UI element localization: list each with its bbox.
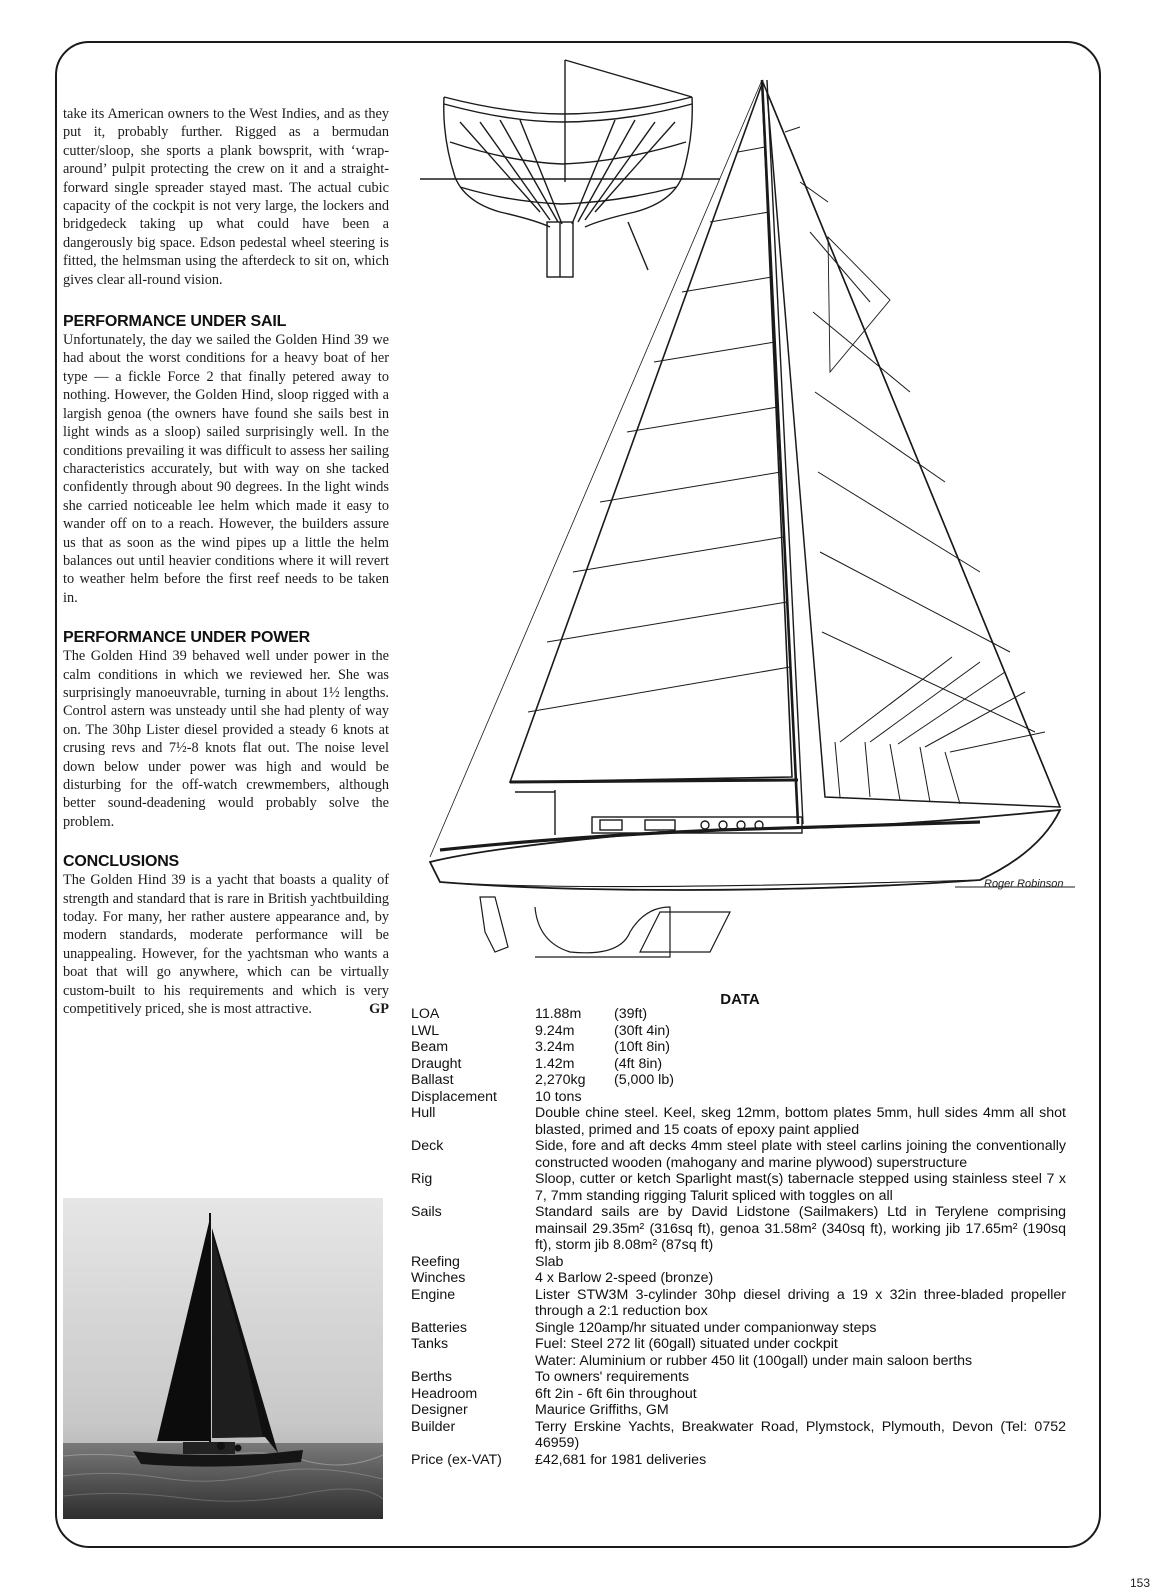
spec-label: Deck — [411, 1138, 444, 1154]
illustrator-signature: Roger Robinson — [984, 878, 1064, 890]
spec-row-sails — [411, 1204, 1066, 1254]
spec-value: Double chine steel. Keel, skeg 12mm, bottom plates 5mm, hull sides 4mm all shot blasted, primed and 15 coats of epoxy paint applied — [535, 1105, 1066, 1138]
spec-label: Tanks — [411, 1336, 449, 1352]
spec-label: Displacement — [411, 1088, 497, 1105]
spec-value: Terry Erskine Yachts, Breakwater Road, Plymstock, Plymouth, Devon (Tel: 0752 46959) — [535, 1418, 1066, 1451]
body-plan-inset — [420, 60, 720, 277]
spec-row-hull — [411, 1105, 1066, 1138]
yacht-photo — [63, 1198, 383, 1519]
spec-row-batteries — [411, 1320, 1066, 1337]
specification-table — [411, 1006, 1066, 1468]
sail-performance-text: Unfortunately, the day we sailed the Golden Hind 39 we had about the worst conditions for a heavy boat of her type — a fickle Force 2 that finally petered away to nothing. However, the Golden Hind, sloop rigged with a largish genoa (the owners have found she sails best in light winds as a sloop) sailed surprisingly well. In the conditions prevailing it was difficult to assess her sailing characteristics accurately, but with way on she tacked confidently through about 90 degrees. In the light winds she carried noticeable lee helm which made it easy to wander off on to a reach. However, the builders assure us that as soon as the wind pipes up a little the helm balances out until heavier conditions where it will revert to weather helm before the first reef needs to be taken in. — [63, 332, 389, 606]
spec-imperial: (10ft 8in) — [614, 1039, 670, 1055]
spec-row-berths — [411, 1369, 1066, 1386]
spec-imperial: (4ft 8in) — [614, 1055, 663, 1072]
spec-row-designer — [411, 1402, 1066, 1419]
spec-row-engine — [411, 1287, 1066, 1320]
spec-label: Beam — [411, 1039, 449, 1055]
spec-label: Rig — [411, 1171, 433, 1187]
spec-row-builder — [411, 1419, 1066, 1452]
spec-row-reefing — [411, 1254, 1066, 1271]
conclusions-body: The Golden Hind 39 is a yacht that boasts a quality of strength and standard that is rare in British yachtbuilding today. For many, her rather austere appearance and, by modern standards, moderate performance will be unappealing. However, for the yachtsman who wants a boat that will go anywhere, which can be virtually custom-built to his requirements and which is very competitively priced, she is most attractive. — [63, 872, 389, 1018]
spec-value: Standard sails are by David Lidstone (Sailmakers) Ltd in Terylene comprising mainsail 29.35m² (316sq ft), genoa 31.58m² (340sq ft), working jib 17.65m² (190sq ft), storm jib 8.08m² (87sq ft) — [535, 1204, 1066, 1253]
power-performance-heading: PERFORMANCE UNDER POWER — [63, 629, 310, 647]
spec-row-headroom — [411, 1386, 1066, 1403]
spec-imperial: (5,000 lb) — [614, 1072, 674, 1088]
conclusions-heading: CONCLUSIONS — [63, 853, 180, 871]
spec-label: Winches — [411, 1270, 466, 1286]
spec-value: 6ft 2in - 6ft 6in throughout — [535, 1385, 697, 1402]
spec-label: Price (ex-VAT) — [411, 1451, 502, 1468]
spec-row-draught — [411, 1056, 1066, 1073]
page-number: 153 — [1130, 1576, 1151, 1590]
author-initials: GP — [369, 1001, 389, 1018]
spec-row-loa — [411, 1006, 1066, 1023]
spec-label: LOA — [411, 1006, 440, 1022]
sail-performance-heading: PERFORMANCE UNDER SAIL — [63, 313, 287, 331]
spec-row-lwl — [411, 1023, 1066, 1040]
spec-label: Sails — [411, 1204, 442, 1220]
spec-value: 4 x Barlow 2-speed (bronze) — [535, 1270, 714, 1286]
spec-metric: 2,270kg — [535, 1072, 586, 1088]
article-column — [63, 105, 389, 1018]
spec-metric: 9.24m — [535, 1022, 575, 1039]
spec-label: Ballast — [411, 1072, 454, 1088]
spec-value: Single 120amp/hr situated under companionway steps — [535, 1319, 877, 1336]
spec-metric: 1.42m — [535, 1055, 575, 1072]
spec-row-displacement — [411, 1089, 1066, 1106]
spec-label: Berths — [411, 1369, 453, 1385]
spec-metric: 3.24m — [535, 1039, 575, 1055]
spec-value: Lister STW3M 3-cylinder 30hp diesel driving a 19 x 32in three-bladed propeller through a 2:1 reduction box — [535, 1286, 1066, 1319]
spec-label: Reefing — [411, 1253, 460, 1270]
spec-row-beam — [411, 1039, 1066, 1056]
spec-label: Designer — [411, 1402, 468, 1418]
spec-value: Maurice Griffiths, GM — [535, 1402, 669, 1418]
spec-row-tanks — [411, 1336, 1066, 1369]
conclusions-text — [63, 871, 389, 1018]
spec-value: Slab — [535, 1253, 564, 1270]
spec-row-deck — [411, 1138, 1066, 1171]
spec-label: Batteries — [411, 1319, 467, 1336]
spec-value: Side, fore and aft decks 4mm steel plate with steel carlins joining the conventionally constructed wooden (mahogany and marine plywood) superstructure — [535, 1138, 1066, 1171]
spec-label: Headroom — [411, 1385, 478, 1402]
spec-label: LWL — [411, 1022, 440, 1039]
spec-metric: 11.88m — [535, 1006, 582, 1022]
spec-value-fuel: Fuel: Steel 272 lit (60gall) situated under cockpit — [535, 1336, 838, 1352]
spec-value: To owners' requirements — [535, 1369, 690, 1385]
spec-value: £42,681 for 1981 deliveries — [535, 1451, 707, 1468]
spec-row-winches — [411, 1270, 1066, 1287]
spec-value-water: Water: Aluminium or rubber 450 lit (100gall) under main saloon berths — [535, 1352, 973, 1369]
spec-label: Draught — [411, 1055, 462, 1072]
spec-value: 10 tons — [535, 1088, 582, 1105]
spec-value: Sloop, cutter or ketch Sparlight mast(s) tabernacle stepped using stainless steel 7 x 7, 7mm standing rigging Talurit spliced with toggles on all — [535, 1171, 1066, 1204]
intro-paragraph: take its American owners to the West Indies, and as they put it, probably further. Rigged as a bermudan cutter/sloop, she sports a plank bowsprit, with ‘wrap-around’ pulpit protecting the crew on it and a straight-forward single spreader stayed mast. The actual cubic capacity of the cockpit is not very large, the lockers and bridgedeck taking up what could have been a dangerously big space. Edson pedestal wheel steering is fitted, the helmsman using the afterdeck to sit on, which gives clear all-round vision. — [63, 106, 389, 288]
data-title: DATA — [720, 991, 760, 1008]
power-performance-text: The Golden Hind 39 behaved well under power in the calm conditions in which we reviewed her. She was surprisingly manoeuvrable, turning in about 1½ lengths. Control astern was unsteady until she had plenty of way on. The 30hp Lister diesel provided a steady 6 knots at crusing revs and 7½-8 knots flat out. The noise level down below under power was high and would be disturbing for the off-watch crewmembers, although better sound-deadening would probably solve the problem. — [63, 648, 389, 830]
spec-row-rig — [411, 1171, 1066, 1204]
spec-imperial: (30ft 4in) — [614, 1022, 670, 1039]
spec-row-price — [411, 1452, 1066, 1469]
spec-row-ballast — [411, 1072, 1066, 1089]
spec-imperial: (39ft) — [614, 1006, 648, 1022]
spec-label: Builder — [411, 1418, 456, 1435]
sail-plan-drawing — [420, 52, 1090, 972]
spec-label: Engine — [411, 1286, 456, 1303]
spec-label: Hull — [411, 1105, 436, 1121]
